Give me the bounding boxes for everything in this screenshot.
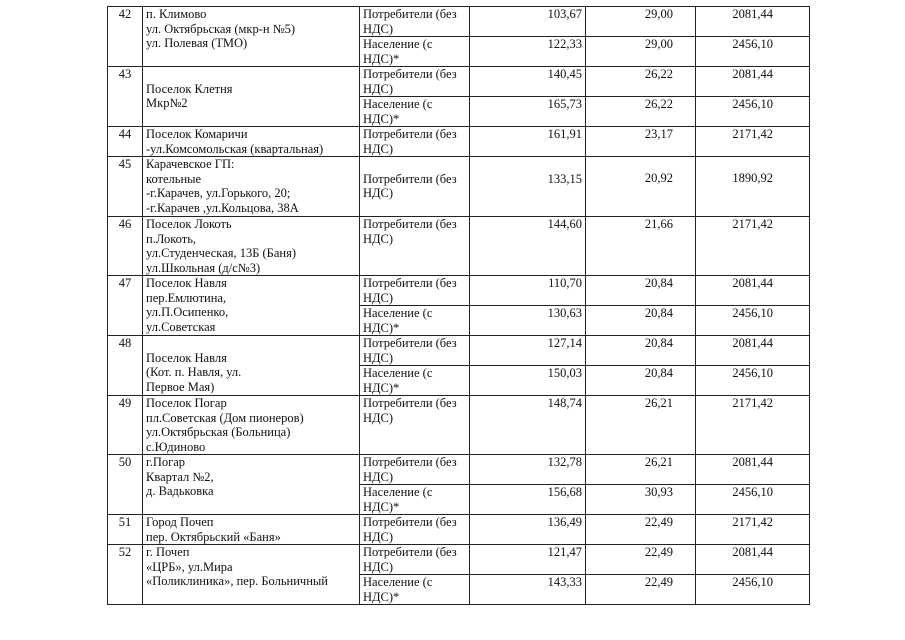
- tariff-value-b: 20,84: [586, 366, 696, 396]
- location-line: с.Юдиново: [146, 439, 206, 454]
- location-line: Город Почеп: [146, 515, 214, 529]
- location-line: Поселок Навля: [146, 276, 227, 290]
- table-row: [108, 276, 810, 306]
- consumer-category: [360, 306, 470, 336]
- tariff-value-c: 2171,42: [696, 217, 810, 276]
- location-line: Поселок Навля: [146, 350, 227, 365]
- category-line: НДС): [363, 290, 394, 305]
- tariff-value-b: 20,92: [586, 157, 696, 217]
- location-line: Поселок Клетня: [146, 81, 233, 96]
- location-line: пл.Советская (Дом пионеров): [146, 410, 304, 425]
- location-line: «Поликлиника», пер. Больничный: [146, 574, 328, 588]
- tariff-value-c: 2456,10: [696, 575, 810, 605]
- location-line: -г.Карачев, ул.Горького, 20;: [146, 186, 291, 200]
- tariff-value-a: 136,49: [470, 515, 586, 545]
- row-number: 44: [108, 127, 143, 157]
- tariff-value-a: 165,73: [470, 97, 586, 127]
- consumer-category: [360, 455, 470, 485]
- row-number: 46: [108, 217, 143, 276]
- tariff-value-a: 121,47: [470, 545, 586, 575]
- category-line: Население (с: [363, 366, 433, 380]
- row-number: 48: [108, 336, 143, 396]
- tariff-value-c: 2171,42: [696, 396, 810, 455]
- category-line: НДС): [363, 231, 394, 246]
- consumer-category: [360, 485, 470, 515]
- table-row: [108, 67, 810, 97]
- tariff-value-c: 2456,10: [696, 485, 810, 515]
- category-line: Потребители (без: [363, 545, 457, 559]
- consumer-category: [360, 396, 470, 455]
- location-line: г. Почеп: [146, 545, 190, 559]
- location-line: котельные: [146, 171, 202, 186]
- tariff-value-c: 2081,44: [696, 276, 810, 306]
- consumer-category: [360, 157, 470, 217]
- category-line: НДС): [363, 141, 394, 156]
- category-line: НДС): [363, 529, 394, 544]
- tariff-value-a: 122,33: [470, 37, 586, 67]
- row-number: 52: [108, 545, 143, 605]
- category-line: Потребители (без: [363, 276, 457, 290]
- category-line: НДС)*: [363, 111, 400, 126]
- category-line: Население (с: [363, 97, 433, 111]
- location-cell: [143, 157, 360, 217]
- tariff-value-c: 1890,92: [696, 157, 810, 217]
- location-cell: [143, 276, 360, 336]
- consumer-category: [360, 97, 470, 127]
- location-line: Поселок Локоть: [146, 217, 232, 231]
- category-line: НДС)*: [363, 51, 400, 66]
- table-row: [108, 127, 810, 157]
- location-cell: [143, 455, 360, 515]
- category-line: Потребители (без: [363, 171, 457, 186]
- location-line: [146, 67, 356, 82]
- location-line: ул.Октябрьская (Больница): [146, 425, 291, 439]
- tariff-value-b: 22,49: [586, 515, 696, 545]
- tariff-value-a: 127,14: [470, 336, 586, 366]
- location-line: Поселок Комаричи: [146, 127, 248, 141]
- table-row: [108, 515, 810, 545]
- tariff-value-c: 2081,44: [696, 336, 810, 366]
- tariff-value-a: 110,70: [470, 276, 586, 306]
- tariff-value-b: 29,00: [586, 7, 696, 37]
- category-line: НДС)*: [363, 380, 400, 395]
- consumer-category: [360, 366, 470, 396]
- category-line: Население (с: [363, 306, 433, 320]
- tariff-value-c: 2171,42: [696, 127, 810, 157]
- tariff-table: [107, 6, 810, 605]
- tariff-value-c: 2081,44: [696, 7, 810, 37]
- consumer-category: [360, 276, 470, 306]
- category-line: Потребители (без: [363, 515, 457, 529]
- tariff-value-c: 2171,42: [696, 515, 810, 545]
- location-line: п. Климово: [146, 7, 207, 21]
- location-line: ул. Полевая (ТМО): [146, 36, 248, 50]
- location-line: ул.Школьная (д/с№3): [146, 260, 261, 275]
- location-line: Квартал №2,: [146, 469, 214, 484]
- location-line: ул.П.Осипенко,: [146, 305, 229, 319]
- tariff-value-b: 29,00: [586, 37, 696, 67]
- consumer-category: [360, 67, 470, 97]
- category-line: Население (с: [363, 485, 433, 499]
- category-line: НДС)*: [363, 499, 400, 514]
- location-line: Мкр№2: [146, 96, 188, 110]
- tariff-value-b: 20,84: [586, 336, 696, 366]
- category-line: НДС): [363, 469, 394, 484]
- table-row: [108, 545, 810, 575]
- category-line: НДС)*: [363, 589, 400, 604]
- category-line: [363, 157, 466, 172]
- tariff-value-a: 140,45: [470, 67, 586, 97]
- tariff-value-c: 2081,44: [696, 545, 810, 575]
- category-line: НДС): [363, 81, 394, 96]
- location-line: [146, 336, 356, 351]
- tariff-value-b: 23,17: [586, 127, 696, 157]
- tariff-value-a: 144,60: [470, 217, 586, 276]
- category-line: Потребители (без: [363, 396, 457, 410]
- category-line: Потребители (без: [363, 455, 457, 469]
- table-row: [108, 336, 810, 366]
- category-line: НДС): [363, 559, 394, 574]
- tariff-value-a: 161,91: [470, 127, 586, 157]
- consumer-category: [360, 515, 470, 545]
- table-row: [108, 7, 810, 37]
- tariff-value-a: 130,63: [470, 306, 586, 336]
- location-cell: [143, 67, 360, 127]
- location-line: пер. Октябрьский «Баня»: [146, 529, 281, 544]
- category-line: Потребители (без: [363, 336, 457, 350]
- row-number: 47: [108, 276, 143, 336]
- tariff-value-c: 2456,10: [696, 97, 810, 127]
- row-number: 42: [108, 7, 143, 67]
- location-line: ул.Советская: [146, 319, 216, 334]
- location-line: г.Погар: [146, 455, 186, 469]
- category-line: Потребители (без: [363, 217, 457, 231]
- consumer-category: [360, 127, 470, 157]
- consumer-category: [360, 217, 470, 276]
- table-row: [108, 455, 810, 485]
- tariff-value-c: 2456,10: [696, 366, 810, 396]
- location-line: «ЦРБ», ул.Мира: [146, 559, 233, 574]
- row-number: 49: [108, 396, 143, 455]
- row-number: 50: [108, 455, 143, 515]
- tariff-value-a: 132,78: [470, 455, 586, 485]
- location-cell: [143, 7, 360, 67]
- value-text: 133,15: [547, 171, 582, 186]
- location-line: п.Локоть,: [146, 231, 197, 246]
- location-cell: [143, 515, 360, 545]
- location-line: -ул.Комсомольская (квартальная): [146, 141, 324, 156]
- value-spacer: [473, 157, 582, 172]
- category-line: НДС): [363, 21, 394, 36]
- location-line: -г.Карачев ,ул.Кольцова, 38А: [146, 200, 299, 215]
- location-line: Поселок Погар: [146, 396, 227, 410]
- category-line: Потребители (без: [363, 7, 457, 21]
- tariff-value-b: 20,84: [586, 306, 696, 336]
- consumer-category: [360, 7, 470, 37]
- tariff-value-a: 143,33: [470, 575, 586, 605]
- location-line: ул.Студенческая, 13Б (Баня): [146, 246, 297, 260]
- location-cell: [143, 127, 360, 157]
- consumer-category: [360, 336, 470, 366]
- category-line: НДС): [363, 186, 394, 200]
- consumer-category: [360, 37, 470, 67]
- category-line: НДС): [363, 350, 394, 365]
- category-line: НДС)*: [363, 320, 400, 335]
- location-cell: [143, 545, 360, 605]
- location-cell: [143, 396, 360, 455]
- location-cell: [143, 336, 360, 396]
- row-number: 45: [108, 157, 143, 217]
- tariff-value-c: 2081,44: [696, 455, 810, 485]
- location-line: Карачевское ГП:: [146, 157, 235, 171]
- category-line: Население (с: [363, 575, 433, 589]
- tariff-table-body: [108, 7, 810, 605]
- row-number: 43: [108, 67, 143, 127]
- tariff-value-c: 2456,10: [696, 306, 810, 336]
- tariff-value-b: 26,22: [586, 97, 696, 127]
- table-row: [108, 217, 810, 276]
- table-row: [108, 157, 810, 217]
- consumer-category: [360, 545, 470, 575]
- tariff-value-b: 26,21: [586, 455, 696, 485]
- category-line: Население (с: [363, 37, 433, 51]
- location-line: ул. Октябрьская (мкр-н №5): [146, 21, 296, 36]
- category-line: НДС): [363, 410, 394, 425]
- tariff-value-b: 20,84: [586, 276, 696, 306]
- tariff-value-a: 150,03: [470, 366, 586, 396]
- tariff-value-b: 30,93: [586, 485, 696, 515]
- location-line: д. Вадьковка: [146, 484, 214, 498]
- table-row: [108, 396, 810, 455]
- tariff-value-a: 103,67: [470, 7, 586, 37]
- category-line: Потребители (без: [363, 67, 457, 81]
- consumer-category: [360, 575, 470, 605]
- category-line: Потребители (без: [363, 127, 457, 141]
- tariff-value-b: 26,21: [586, 396, 696, 455]
- tariff-value-c: 2081,44: [696, 67, 810, 97]
- location-line: пер.Емлютина,: [146, 290, 227, 305]
- row-number: 51: [108, 515, 143, 545]
- tariff-value-c: 2456,10: [696, 37, 810, 67]
- location-cell: [143, 217, 360, 276]
- tariff-value-b: 22,49: [586, 545, 696, 575]
- location-line: (Кот. п. Навля, ул.: [146, 365, 242, 379]
- tariff-value-a: 156,68: [470, 485, 586, 515]
- location-line: Первое Мая): [146, 379, 215, 394]
- tariff-value-b: 26,22: [586, 67, 696, 97]
- tariff-value-b: 22,49: [586, 575, 696, 605]
- tariff-value-a: [470, 157, 586, 217]
- tariff-value-a: 148,74: [470, 396, 586, 455]
- tariff-value-b: 21,66: [586, 217, 696, 276]
